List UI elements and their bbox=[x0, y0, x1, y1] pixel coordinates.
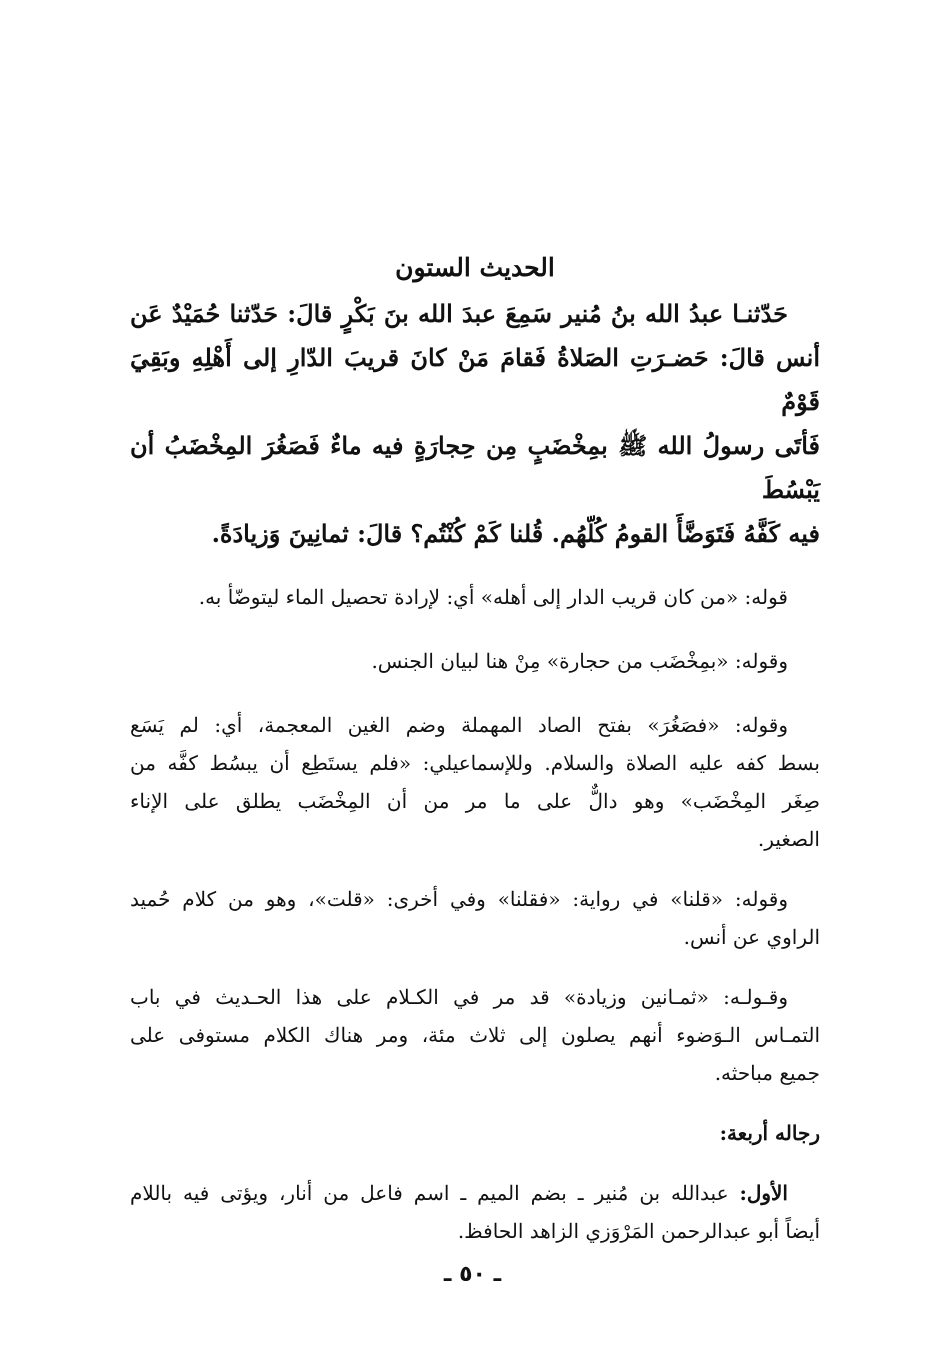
hadith-line: أنس قالَ: حَضـرَتِ الصَلاةُ فَقامَ مَنْ كانَ قريبَ الدّارِ إلى أَهْلِهِ وبَقِيَ قَوْمٌ bbox=[130, 343, 820, 416]
commentary-line: بسط كفه عليه الصلاة والسلام. وللإسماعيلي: «فلم يستَطِع أن يبسُط كفَّه من bbox=[130, 751, 820, 775]
narrator-line bbox=[130, 1174, 820, 1212]
commentary-paragraph bbox=[130, 578, 820, 616]
commentary-paragraph bbox=[130, 706, 820, 858]
commentary-line: وقوله: «بمِخْضَب من حجارة» مِنْ هنا لبيان الجنس. bbox=[371, 649, 788, 673]
commentary-line: الراوي عن أنس. bbox=[683, 925, 820, 949]
commentary-line: قوله: «من كان قريب الدار إلى أهله» أي: لإرادة تحصيل الماء ليتوضّأ به. bbox=[198, 585, 788, 609]
page-body bbox=[130, 248, 820, 1250]
narrator-ordinal: الأول: bbox=[739, 1181, 788, 1205]
commentary-line: جميع مباحثه. bbox=[714, 1061, 820, 1085]
commentary-line: صِغَر المِخْضَب» وهو دالٌّ على ما مر من أن المِخْضَب يطلق على الإناء bbox=[130, 789, 820, 813]
commentary-paragraph bbox=[130, 978, 820, 1092]
hadith-line: فَأتَى رسولُ الله ﷺ بمِخْضَبٍ مِن حِجارَةٍ فيه ماءٌ فَصَغُرَ المِخْضَبُ أن يَبْسُطَ bbox=[130, 431, 820, 504]
commentary-line: وقـولـه: «ثمـانين وزيادة» قد مر في الكـلام على هذا الحـديث في باب bbox=[130, 985, 788, 1009]
hadith-line: فيه كَفَّهُ فَتَوَضَّأَ القومُ كُلّهُم. قُلنا كَمْ كُنْتُم؟ قالَ: ثمانِينَ وَزيادَةً. bbox=[211, 519, 820, 548]
commentary-paragraph bbox=[130, 642, 820, 680]
narrator-entry bbox=[130, 1174, 820, 1250]
narrator-line: أيضاً أبو عبدالرحمن المَرْوَزي الزاهد الحافظ. bbox=[457, 1219, 820, 1243]
commentary-line: الصغير. bbox=[757, 827, 820, 851]
narrators-heading: رجاله أربعة: bbox=[719, 1121, 820, 1145]
commentary-line: التمـاس الـوَضوء أنهم يصلون إلى ثلاث مئة، ومر هناك الكلام مستوفى على bbox=[130, 1023, 820, 1047]
narrator-text: عبدالله بن مُنير ـ بضم الميم ـ اسم فاعل من أنار، ويؤتى فيه باللام bbox=[130, 1181, 740, 1205]
commentary-paragraph bbox=[130, 880, 820, 956]
commentary-line: وقوله: «فصَغُرَ» بفتح الصاد المهملة وضم الغين المعجمة، أي: لم يَسَع bbox=[130, 713, 788, 737]
hadith-line: حَدّثنـا عبدُ الله بنُ مُنير سَمِعَ عبدَ الله بنَ بَكْرٍ قالَ: حَدّثنا حُمَيْدٌ عَن bbox=[130, 299, 789, 328]
page-number: ـ ٥٠ ـ bbox=[443, 1262, 502, 1287]
hadith-text bbox=[130, 292, 820, 556]
hadith-title: الحديث الستون bbox=[395, 253, 555, 282]
commentary-line: وقوله: «قلنا» في رواية: «فقلنا» وفي أخرى: «قلت»، وهو من كلام حُميد bbox=[130, 887, 788, 911]
